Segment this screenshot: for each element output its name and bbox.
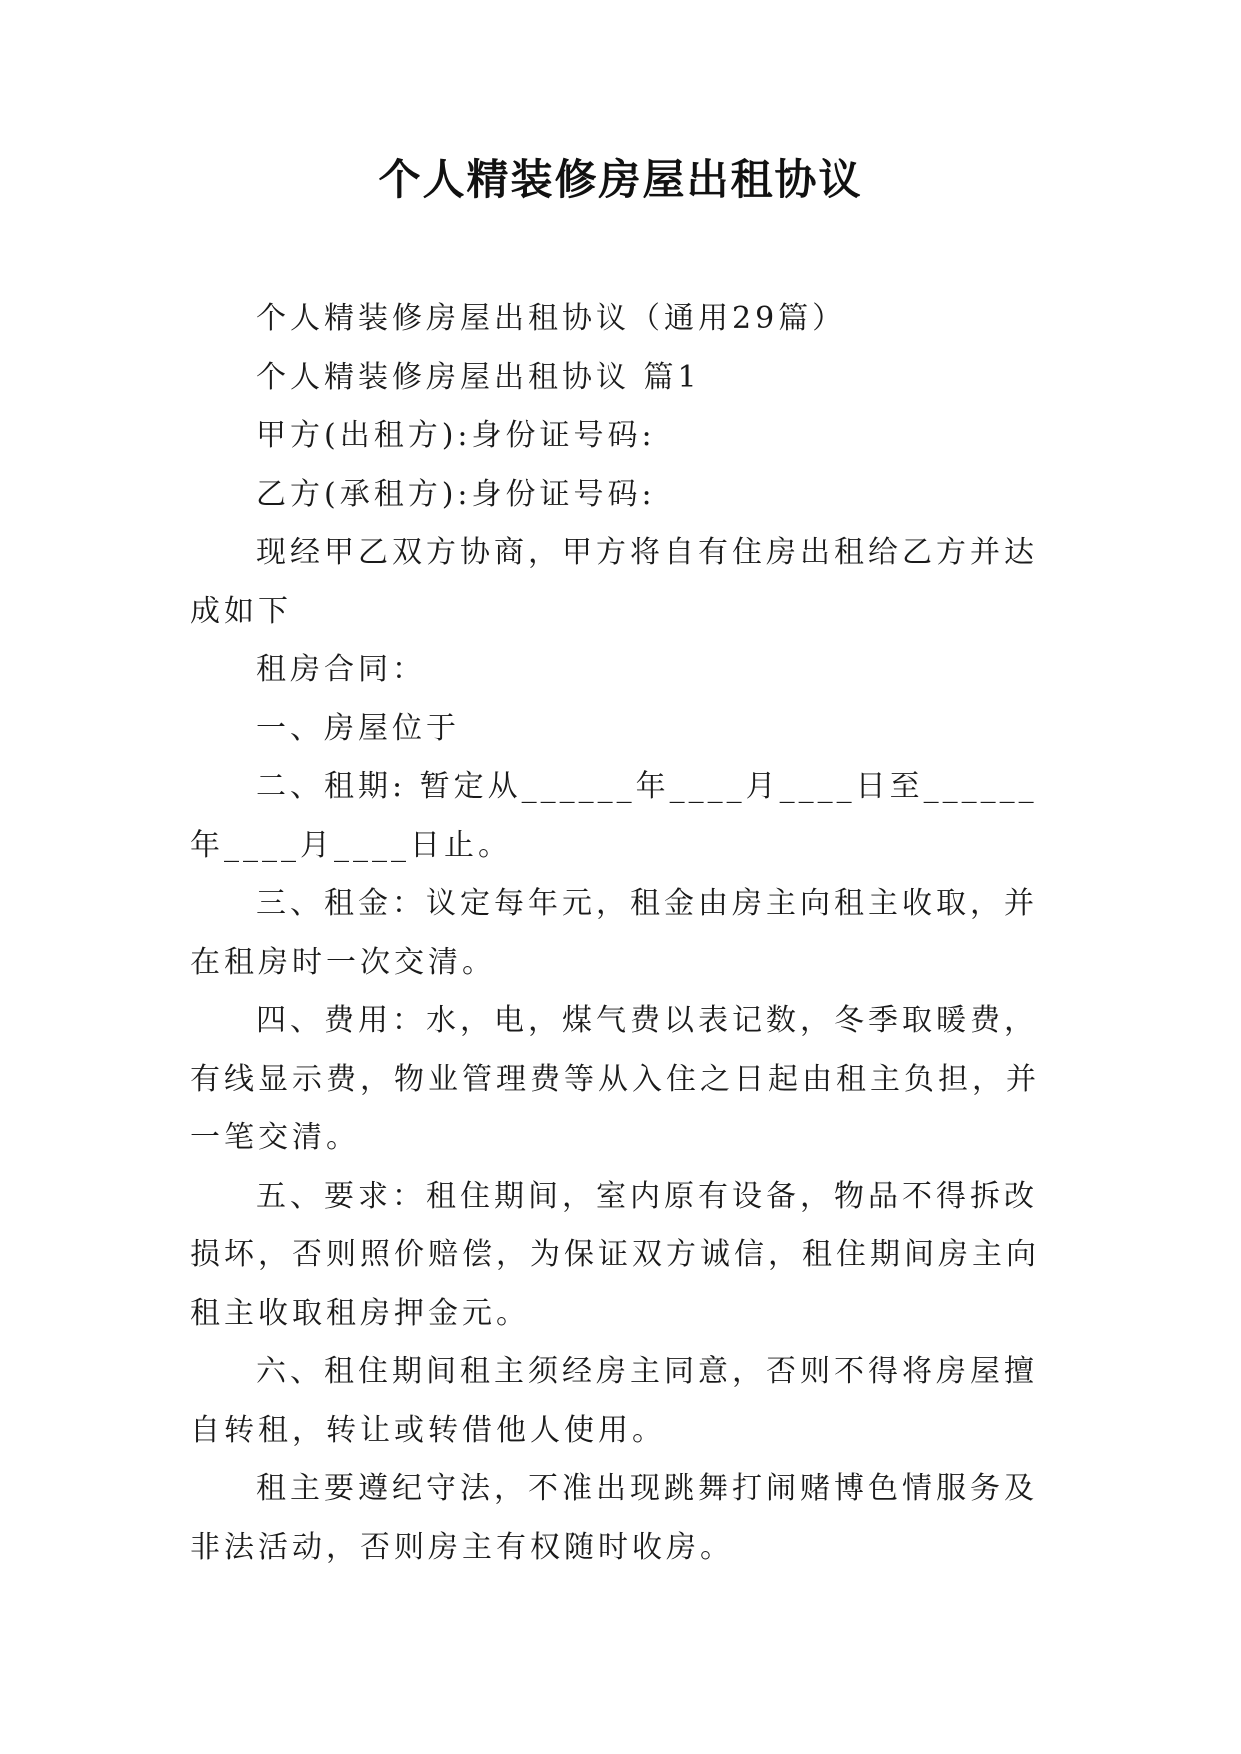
paragraph-clause-6: 六、租住期间租主须经房主同意，否则不得将房屋擅自转租，转让或转借他人使用。 [190, 1354, 1038, 1448]
paragraph-section-heading: 个人精装修房屋出租协议 篇1 [256, 359, 701, 395]
paragraph-clause-4: 四、费用：水，电，煤气费以表记数，冬季取暖费，有线显示费，物业管理费等从入住之日起由租主负担，并一笔交清。 [190, 1003, 1040, 1155]
paragraph-contract-label: 租房合同： [256, 652, 426, 687]
paragraph-subtitle: 个人精装修房屋出租协议（通用29篇） [256, 301, 847, 336]
paragraph-clause-5: 五、要求：租住期间，室内原有设备，物品不得拆改损坏，否则照价赔偿，为保证双方诚信，租住期间房主向租主收取租房押金元。 [190, 1178, 1040, 1331]
paragraph-clause-7: 租主要遵纪守法，不准出现跳舞打闹赌博色情服务及非法活动，否则房主有权随时收房。 [190, 1471, 1038, 1565]
paragraph-clause-3: 三、租金：议定每年元，租金由房主向租主收取，并在租房时一次交清。 [190, 886, 1038, 980]
paragraph-party-a: 甲方(出租方):身份证号码: [256, 418, 656, 453]
paragraph-clause-1: 一、房屋位于 [256, 710, 460, 746]
document-title: 个人精装修房屋出租协议 [378, 155, 863, 204]
paragraph-party-b: 乙方(承租方):身份证号码: [256, 476, 656, 512]
paragraph-clause-2: 二、租期: 暂定从______年____月____日至______年____月____日止。 [190, 769, 1038, 863]
paragraph-agreement-intro: 现经甲乙双方协商，甲方将自有住房出租给乙方并达成如下 [190, 535, 1038, 629]
document-body [190, 290, 1050, 1577]
